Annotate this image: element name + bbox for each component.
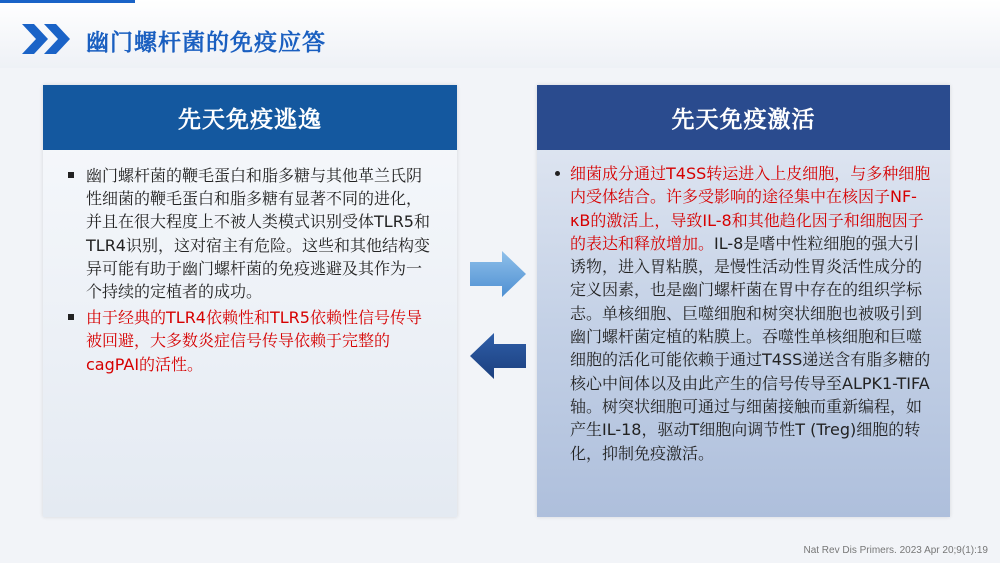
square-bullet-icon bbox=[68, 314, 74, 320]
citation: Nat Rev Dis Primers. 2023 Apr 20;9(1):19 bbox=[803, 545, 988, 556]
list-item bbox=[68, 306, 433, 376]
bullet-text: IL-8是嗜中性粒细胞的强大引诱物，进入胃粘膜，是慢性活动性胃炎活性成分的定义因素，也是幽门螺杆菌在胃中存在的组织学标志。单核细胞、巨噬细胞和树突状细胞也被吸引到幽门螺杆菌定植的粘膜上。吞噬性单核细胞和巨噬细胞的活化可能依赖于通过T4SS递送含有脂多糖的核心中间体以及由此产生的信号传导至ALPK1-TIFA轴。树突状细胞可通过与细菌接触而重新编程，如产生IL-18，驱动T细胞向调节性T (Treg)细胞的转化，抑制免疫激活。 bbox=[570, 233, 931, 463]
panel-body bbox=[537, 150, 950, 465]
panel-title: 先天免疫激活 bbox=[537, 85, 950, 150]
innate-immune-evasion-panel bbox=[43, 85, 457, 517]
arrow-right-icon bbox=[470, 251, 526, 297]
page-title: 幽门螺杆菌的免疫应答 bbox=[86, 30, 326, 56]
panel-body bbox=[43, 150, 457, 376]
double-chevron-icon bbox=[22, 24, 76, 54]
list-item bbox=[68, 164, 433, 303]
arrow-left-icon bbox=[470, 333, 526, 379]
list-item bbox=[553, 162, 934, 465]
round-bullet-icon bbox=[555, 171, 560, 176]
bullet-text: 由于经典的TLR4依赖性和TLR5依赖性信号传导被回避，大多数炎症信号传导依赖于完整的cagPAI的活性。 bbox=[86, 308, 422, 374]
square-bullet-icon bbox=[68, 172, 74, 178]
innate-immune-activation-panel bbox=[537, 85, 950, 517]
panel-title: 先天免疫逃逸 bbox=[43, 85, 457, 150]
header-accent-line bbox=[0, 0, 135, 3]
bullet-text-highlight: 细菌成分通过T4SS转运进入上皮细胞，与多种细胞内受体结合。许多受影响的途径集中在核因子NF-κB的激活上，导致IL-8和其他趋化因子和细胞因子的表达和释放增加。 bbox=[570, 164, 931, 253]
bullet-text: 幽门螺杆菌的鞭毛蛋白和脂多糖与其他革兰氏阴性细菌的鞭毛蛋白和脂多糖有显著不同的进化，并且在很大程度上不被人类模式识别受体TLR5和TLR4识别，这对宿主有危险。这些和其他结构变异可能有助于幽门螺杆菌的免疫逃避及其作为一个持续的定植者的成功。 bbox=[86, 166, 430, 302]
